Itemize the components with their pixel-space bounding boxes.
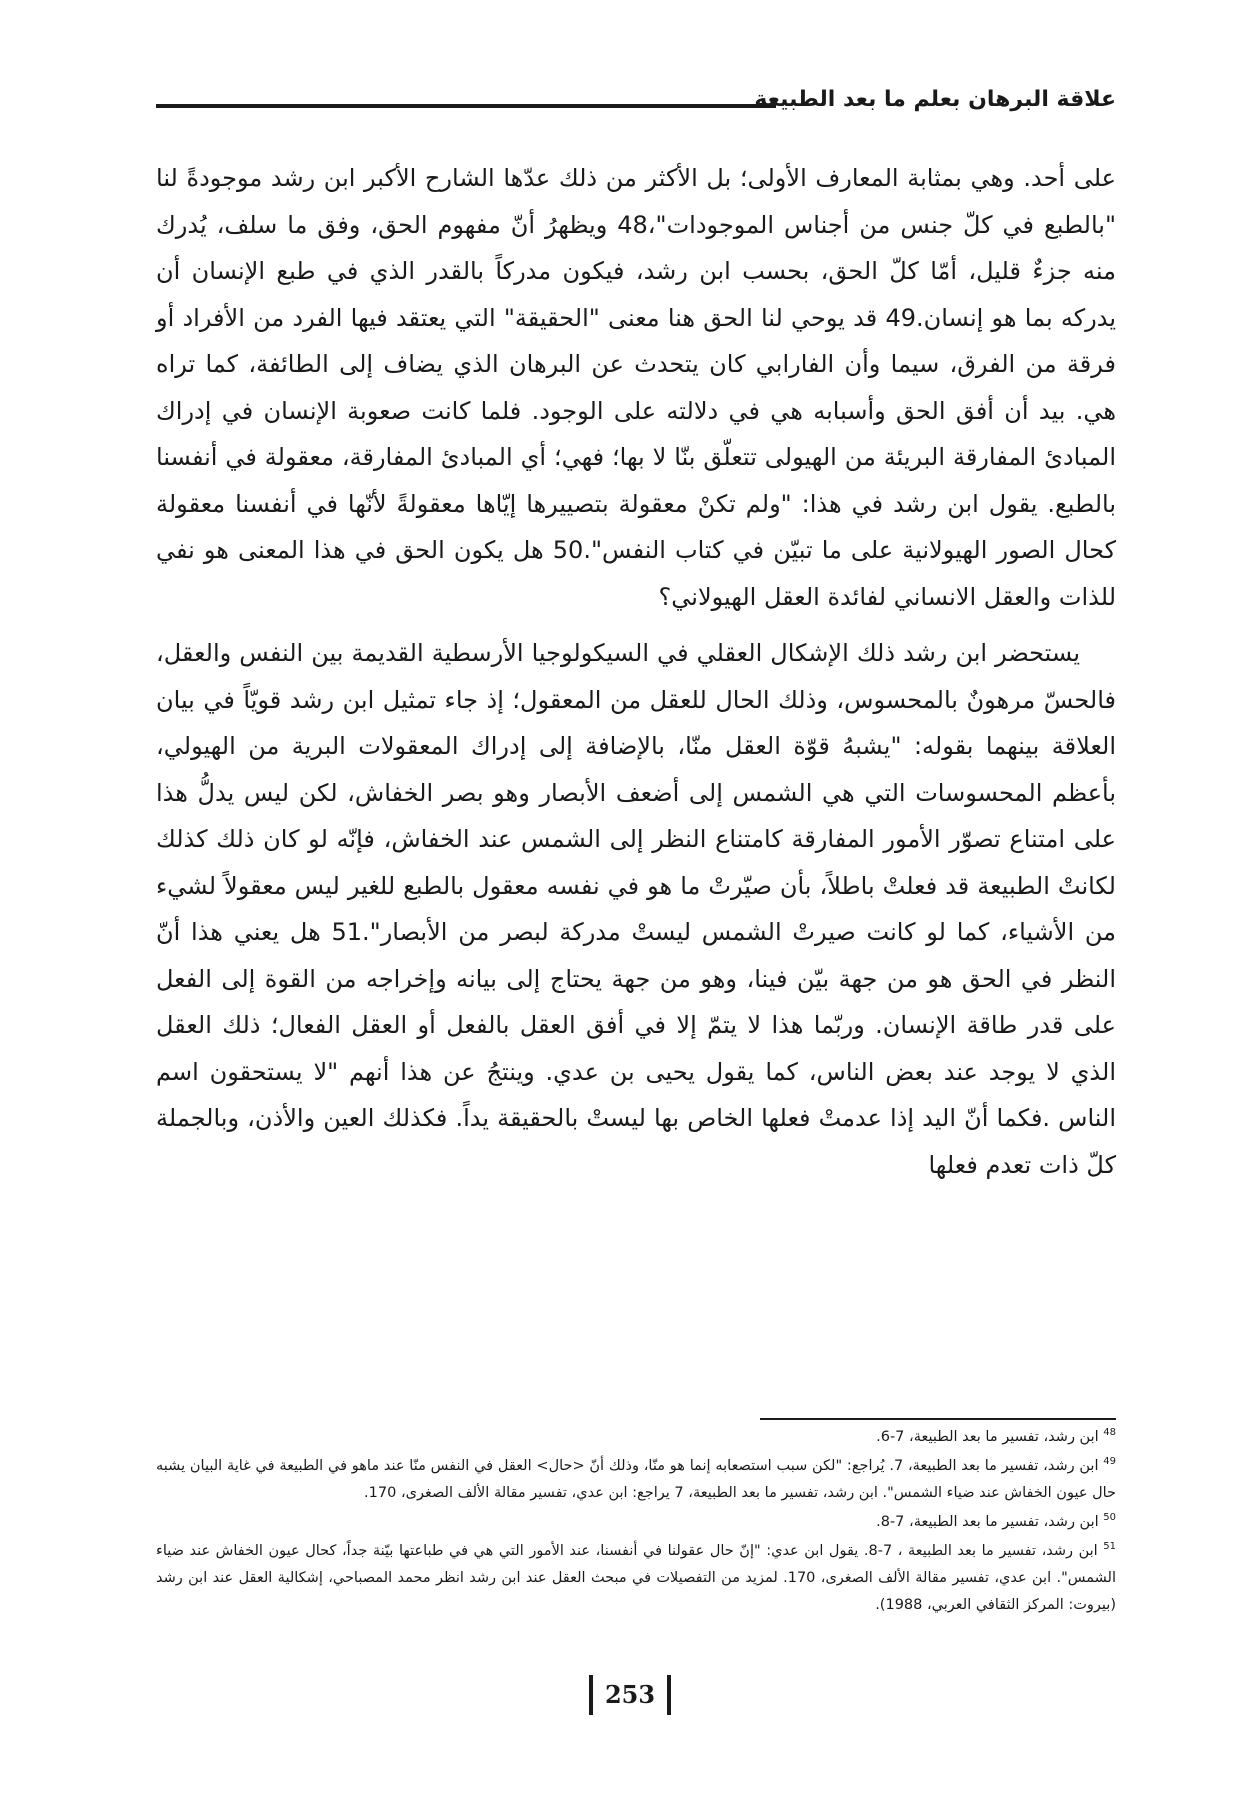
footnote-50 <box>156 1509 1116 1536</box>
footnote-number: 50 <box>1103 1512 1116 1524</box>
footnote-separator <box>760 1418 1116 1420</box>
footnote-49 <box>156 1453 1116 1507</box>
footnote-51 <box>156 1538 1116 1619</box>
page-footer <box>0 1675 1260 1715</box>
footnotes <box>156 1424 1116 1621</box>
footnote-48 <box>156 1424 1116 1451</box>
header-rule <box>156 104 776 108</box>
footnote-number: 51 <box>1103 1541 1117 1553</box>
running-header <box>156 84 1116 124</box>
footnote-text: ابن رشد، تفسير ما بعد الطبيعة، 7. يُراجع: "لكن سبب استصعابه إنما هو منّا، وذلك أنّ <حال> العقل في النفس منّا عند ماهو في الطبيعة في غاية البيان يشبه حال عيون الخفاش عند ضياء الشمس". ابن رشد، تفسير ما بعد الطبيعة، 7 يراجع: ابن عدي، تفسير مقالة الألف الصغرى، 170. <box>156 1458 1116 1501</box>
page-number: 253 <box>589 1675 671 1715</box>
footnote-text: ابن رشد، تفسير ما بعد الطبيعة، 7-6. <box>876 1429 1099 1445</box>
paragraph-2: يستحضر ابن رشد ذلك الإشكال العقلي في السيكولوجيا الأرسطية القديمة بين النفس والعقل، فالحسّ مرهونٌ بالمحسوس، وذلك الحال للعقل من المعقول؛ إذ جاء تمثيل ابن رشد قويّاً في بيان العلاقة بينهما بقوله: "يشبهُ قوّة العقل منّا، بالإضافة إلى إدراك المعقولات البرية من الهيولي، بأعظم المحسوسات التي هي الشمس إلى أضعف الأبصار وهو بصر الخفاش، لكن ليس يدلُّ هذا على امتناع تصوّر الأمور المفارقة كامتناع النظر إلى الشمس عند الخفاش، فإنّه لو كان ذلك كذلك لكانتْ الطبيعة قد فعلتْ باطلاً، بأن صيّرتْ ما هو في نفسه معقول بالطبع للغير ليس معقولاً لشيء من الأشياء، كما لو كانت صيرتْ الشمس ليستْ مدركة لبصر من الأبصار".51 هل يعني هذا أنّ النظر في الحق هو من جهة بيّن فينا، وهو من جهة يحتاج إلى بيانه وإخراجه من القوة إلى الفعل على قدر طاقة الإنسان. وربّما هذا لا يتمّ إلا في أفق العقل بالفعل أو العقل الفعال؛ ذلك العقل الذي لا يوجد عند بعض الناس، كما يقول يحيى بن عدي. وينتجُ عن هذا أنهم "لا يستحقون اسم الناس .فكما أنّ اليد إذا عدمتْ فعلها الخاص بها ليستْ بالحقيقة يداً. فكذلك العين والأذن، وبالجملة كلّ ذات تعدم فعلها <box>156 639 1116 1179</box>
footnote-number: 49 <box>1103 1456 1117 1468</box>
main-text <box>156 155 1116 1188</box>
footnote-text: ابن رشد، تفسير ما بعد الطبيعة، 7-8. <box>876 1514 1099 1530</box>
footnote-text: ابن رشد، تفسير ما بعد الطبيعة ، 7-8. يقول ابن عدي: "إنّ حال عقولنا في أنفسنا، عند الأمور التي هي في طباعتها بيّنة جداً، كحال عيون الخفاش عند ضياء الشمس". ابن عدي، تفسير مقالة الألف الصغرى، 170. لمزيد من التفصيلات في مبحث العقل عند ابن رشد انظر محمد المصباحي، إشكالية العقل عند ابن رشد (بيروت: المركز الثقافي العربي، 1988). <box>156 1543 1116 1613</box>
paragraph-1: على أحد. وهي بمثابة المعارف الأولى؛ بل الأكثر من ذلك عدّها الشارح الأكبر ابن رشد موجودةً لنا "بالطبع في كلّ جنس من أجناس الموجودات"،48 ويظهرُ أنّ مفهوم الحق، وفق ما سلف، يُدرك منه جزءٌ قليل، أمّا كلّ الحق، بحسب ابن رشد، فيكون مدركاً بالقدر الذي في طبع الإنسان أن يدركه بما هو إنسان.49 قد يوحي لنا الحق هنا معنى "الحقيقة" التي يعتقد فيها الفرد من الأفراد أو فرقة من الفرق، سيما وأن الفارابي كان يتحدث عن البرهان الذي يضاف إلى الطائفة، كما تراه هي. بيد أن أفق الحق وأسبابه هي في دلالته على الوجود. فلما كانت صعوبة الإنسان في إدراك المبادئ المفارقة البريئة من الهيولى تتعلّق بنّا لا بها؛ فهي؛ أي المبادئ المفارقة، معقولة في أنفسنا بالطبع. يقول ابن رشد في هذا: "ولم تكنْ معقولة بتصييرها إيّاها معقولةً لأنّها في أنفسنا معقولة كحال الصور الهيولانية على ما تبيّن في كتاب النفس".50 هل يكون الحق في هذا المعنى هو نفي للذات والعقل الانساني لفائدة العقل الهيولاني؟ <box>156 164 1116 611</box>
footnote-number: 48 <box>1103 1427 1116 1439</box>
header-title: علاقة البرهان بعلم ما بعد الطبيعة <box>754 87 1116 112</box>
